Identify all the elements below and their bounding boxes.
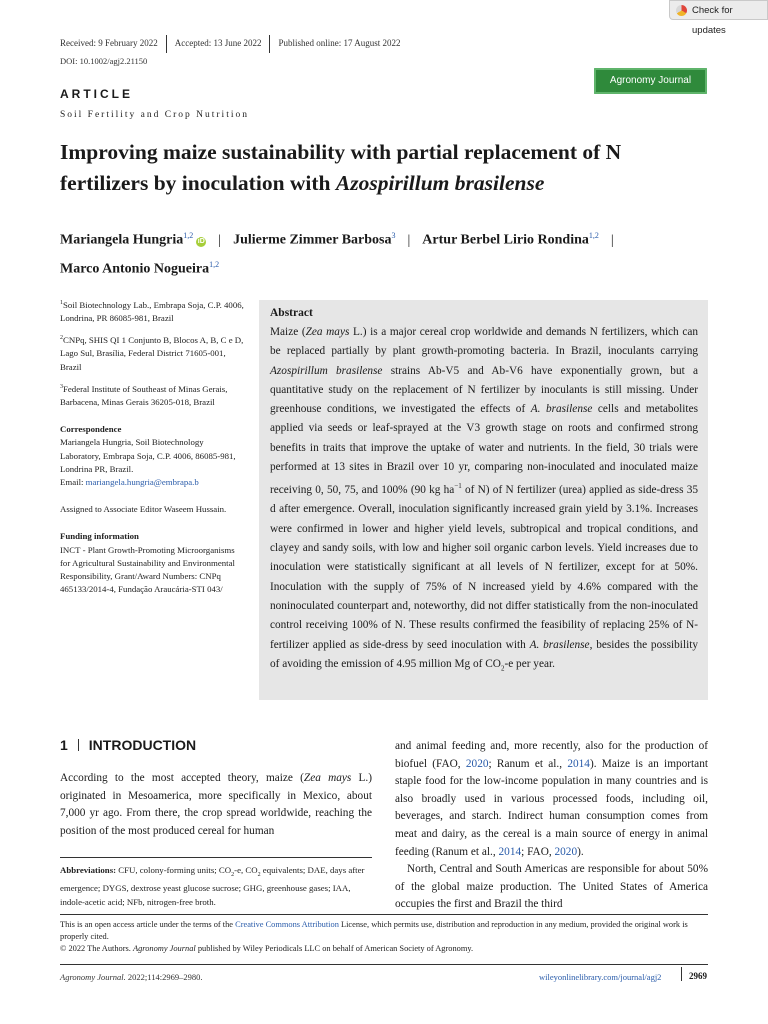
subscript: 2 <box>257 871 261 878</box>
email-link[interactable]: mariangela.hungria@embrapa.b <box>85 477 199 487</box>
text-fragment: ; FAO, <box>521 845 555 858</box>
section-number: 1 <box>60 737 68 753</box>
section-title: INTRODUCTION <box>88 737 197 753</box>
orcid-icon[interactable]: iD <box>197 237 205 245</box>
abbreviations-footnote <box>60 864 372 909</box>
abstract-italic: A. brasilense <box>530 403 593 416</box>
received-date: Received: 9 February 2022 <box>60 38 158 49</box>
email-label: Email: <box>60 477 86 487</box>
abstract-subscript: 2 <box>500 664 505 673</box>
text-fragment: ; Ranum et al., <box>488 757 568 770</box>
abstract-fragment: L.) is a major cereal crop worldwide and demands N fertilizers, which can be replaced partially by plant growth-promoting bacteria. In Brazil, inoculants carrying <box>270 326 698 358</box>
abstract-fragment: Maize ( <box>270 326 306 338</box>
affiliation-text: Soil Biotechnology Lab., Embrapa Soja, C.P. 4006, Londrina, PR 86085-981, Brazil <box>60 299 244 324</box>
author-name[interactable]: Julierme Zimmer Barbosa <box>233 232 392 248</box>
paragraph <box>395 738 708 861</box>
divider <box>60 857 372 858</box>
author-affiliation[interactable]: 1,2 <box>209 259 220 269</box>
abstract-italic: Azospirillum brasilense <box>270 364 383 377</box>
publication-dates <box>60 35 400 53</box>
article-sidebar <box>60 297 245 603</box>
affiliation-text: Federal Institute of Southeast of Minas Gerais, Barbacena, Minas Gerais 36205-018, Brazil <box>60 383 228 407</box>
correspondence-text: Mariangela Hungria, Soil Biotechnology Laboratory, Embrapa Soja, C.P. 4006, 86085-981, Londrina PR, Brazil. <box>60 437 236 474</box>
article-type-label: ARTICLE <box>60 87 133 101</box>
abstract-heading: Abstract <box>270 307 313 319</box>
title-italic: Azospirillum brasilense <box>335 171 545 195</box>
author-name[interactable]: Artur Berbel Lirio Rondina <box>422 232 589 248</box>
divider <box>681 967 682 981</box>
license-link[interactable]: Creative Commons Attribution <box>235 920 339 929</box>
text-fragment: ). Maize is an important staple food for the low-income population in many countries and is also broadly used in various processed foods, including oil, beverages, and starch. Indirect human consumption comes from meat and dairy, as the cereal is a main source of energy in animal feeding (Ranum et al., <box>395 757 708 858</box>
divider <box>269 35 270 53</box>
section-heading <box>60 737 196 753</box>
abstract-fragment: strains Ab-V5 and Ab-V6 have exponentially grown, but a quantitative study on the replacement of N fertilizer by inoculants is still missing. Under greenhouse conditions, we investigated the effects of <box>270 364 698 416</box>
text-fragment: License, which permits use, distribution and reproduction in any medium, provided the original work is properly cited. <box>60 920 688 941</box>
author-list <box>60 224 720 281</box>
affiliation <box>60 381 245 409</box>
citation-link[interactable]: 2014 <box>498 845 522 858</box>
abstract-text <box>270 323 698 678</box>
divider <box>166 35 167 53</box>
abstract-superscript: −1 <box>454 482 462 491</box>
check-for-updates-button[interactable] <box>669 0 768 36</box>
author-affiliation[interactable]: 1,2 <box>183 231 194 240</box>
divider: | <box>610 232 614 248</box>
affiliation-text: CNPq, SHIS QI 1 Conjunto B, Blocos A, B, C e D, Lago Sul, Brasília, Federal District 71605-001, Brazil <box>60 335 244 372</box>
divider <box>60 964 708 965</box>
affiliation-number: 2 <box>60 335 63 342</box>
author-affiliation[interactable]: 1,2 <box>588 231 599 240</box>
text-fragment: ). <box>577 845 584 858</box>
abstract-italic: Zea mays <box>305 326 350 338</box>
page-number: 2969 <box>689 971 707 981</box>
text-fragment: published by Wiley Periodicals LLC on behalf of American Society of Agronomy. <box>195 944 474 953</box>
author-name[interactable]: Mariangela Hungria <box>60 232 184 248</box>
text-fragment: © 2022 The Authors. <box>60 944 133 953</box>
journal-citation <box>60 972 202 982</box>
text-fragment: -e, CO <box>234 865 258 875</box>
editor-note: Assigned to Associate Editor Waseem Hussain. <box>60 504 227 515</box>
citation-link[interactable]: 2020 <box>554 845 578 858</box>
license-notice <box>60 919 710 955</box>
abstract-box <box>259 300 708 700</box>
paragraph: North, Central and South Americas are responsible for about 50% of the global maize production. The United States of America occupies the first and Brazil the third <box>395 863 708 911</box>
subscript: 2 <box>231 871 235 878</box>
check-for-updates-label: Check for updates <box>692 5 733 36</box>
title-text: Improving maize sustainability with partial replacement of N fertilizers by inoculation with <box>60 140 622 195</box>
divider: | <box>407 232 411 248</box>
citation-link[interactable]: 2014 <box>567 757 590 770</box>
crossmark-icon <box>676 5 687 16</box>
journal-name: Agronomy Journal. <box>60 972 126 982</box>
funding-heading: Funding information <box>60 531 139 542</box>
divider <box>60 914 708 915</box>
text-fragment: equivalents; DAE, days after emergence; DYGS, dextrose yeast glucose sucrose; GHG, greenhouse gases; IAA, indole-acetic acid; NFb, nitrogen-free broth. <box>60 865 365 907</box>
body-column-right <box>395 738 708 914</box>
body-column-left <box>60 770 372 840</box>
divider: | <box>218 232 222 248</box>
abstract-italic: A. brasilense <box>529 638 590 651</box>
affiliation <box>60 297 245 325</box>
text-fragment: and animal feeding and, more recently, also for the production of biofuel (FAO, <box>395 740 708 770</box>
text-fragment: This is an open access article under the terms of the <box>60 920 236 929</box>
author-affiliation[interactable]: 3 <box>391 231 396 240</box>
text-fragment: L.) originated in Mesoamerica, more specifically in Mexico, about 7,000 yr ago. From there, the crop spread worldwide, reaching the position of the most produced cereal for human <box>60 772 372 837</box>
citation-link[interactable]: 2020 <box>465 757 489 770</box>
text-fragment: According to the most accepted theory, maize ( <box>60 772 304 784</box>
author-name[interactable]: Marco Antonio Nogueira <box>60 261 210 277</box>
divider <box>78 739 79 751</box>
abstract-fragment: cells and metabolites applied via seeds or leaf-sprayed at the V3 growth stage on roots and confirmed strong benefits in traits that improve the uptake of water and nutrients. In the field, 30 trials were performed at 13 sites in Brazil over 10 yr, comparing non-inoculated and inoculated maize receiving 0, 50, 75, and 100% (90 kg ha <box>270 403 698 497</box>
text-italic: Agronomy Journal <box>132 944 196 953</box>
doi: DOI: 10.1002/agj2.21150 <box>60 56 148 66</box>
abstract-fragment: -e per year. <box>504 657 555 670</box>
abstract-fragment: , besides the possibility of avoiding the emission of 4.95 million Mg of CO <box>270 638 699 670</box>
journal-volume: 2022;114:2969–2980. <box>125 972 203 982</box>
abstract-fragment: of N) of N fertilizer (urea) applied as side-dress 35 d after emergence. Overall, inoculation significantly increased grain yield by 3.1%. Increases were confirmed in lower and higher yield levels, subtropical and tropical conditions, and clayey and sandy soils, with low and higher soil organic carbon levels. Yield increases due to inoculation were statistically significant at all levels of N fertilizer, except for at 50%. Inoculation with the supply of 75% of N increased yield by 4.6% compared with the noninoculated counterpart and, noteworthy, did not differ statistically from the non-inoculated control receiving 100% of N. These results confirmed the feasibility of replacing 25% of N-fertilizer applied as side-dress by seed inoculation with <box>270 484 698 651</box>
section-label: Soil Fertility and Crop Nutrition <box>60 110 249 120</box>
correspondence <box>60 436 245 489</box>
text-italic: Zea mays <box>303 772 352 784</box>
journal-badge[interactable]: Agronomy Journal <box>594 68 707 94</box>
paragraph <box>60 770 372 840</box>
journal-url-link[interactable]: wileyonlinelibrary.com/journal/agj2 <box>539 972 662 982</box>
page-title <box>60 137 700 199</box>
affiliation <box>60 332 245 374</box>
published-date: Published online: 17 August 2022 <box>278 38 401 49</box>
abbreviations-label: Abbreviations: <box>60 865 117 875</box>
correspondence-heading: Correspondence <box>60 424 122 435</box>
affiliation-number: 3 <box>60 383 63 390</box>
accepted-date: Accepted: 13 June 2022 <box>174 38 262 49</box>
funding-text: INCT - Plant Growth-Promoting Microorganisms for Agricultural Sustainability and Environmental Responsibility, Grant/Award Numbers: CNPq 465133/2014-4, Fundação Araucária-STI 043/ <box>60 544 235 595</box>
text-fragment: CFU, colony-forming units; CO <box>116 865 232 875</box>
affiliation-number: 1 <box>60 300 63 306</box>
